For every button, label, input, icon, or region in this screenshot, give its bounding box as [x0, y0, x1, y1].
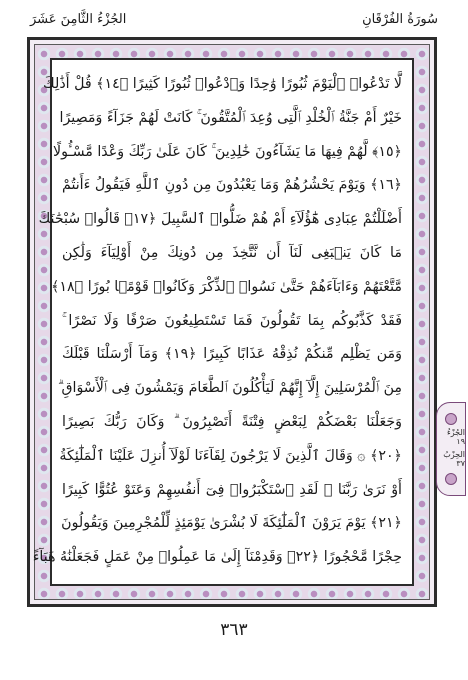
surah-title: سُورَةُ الفُرْقَانِ [362, 12, 438, 27]
text-line: وَجَعَلْنَا بَعْضَكُمْ لِبَعْضٍ فِتْنَةً أَتَصْبِرُونَ ۗ وَكَانَ رَبُّكَ بَصِيرًا [62, 413, 402, 430]
text-line: وَمَن يَظْلِم مِّنكُمْ نُذِقْهُ عَذَابًا كَبِيرًا ﴿١٩﴾ وَمَآ أَرْسَلْنَا قَبْلَكَ [62, 346, 402, 363]
text-line: ﴿١٦﴾ وَيَوْمَ يَحْشُرُهُمْ وَمَا يَعْبُدُونَ مِن دُونِ ٱللَّهِ فَيَقُولُ ءَأَنتُمْ [62, 177, 402, 194]
flower-icon [445, 413, 457, 425]
text-line: حِجْرًا مَّحْجُورًا ﴿٢٢﴾ وَقَدِمْنَآ إِلَىٰ مَا عَمِلُوا۟ مِنْ عَمَلٍ فَجَعَلْنَٰهُ هَبَآءً [32, 549, 402, 566]
hizb-marker [436, 402, 466, 496]
text-line: خَيْرٌ أَمْ جَنَّةُ ٱلْخُلْدِ ٱلَّتِى وُعِدَ ٱلْمُتَّقُونَ ۚ كَانَتْ لَهُمْ جَزَآءً وَمَصِيرًا [59, 109, 402, 126]
page-header [30, 12, 438, 34]
text-line: فَقَدْ كَذَّبُوكُم بِمَا تَقُولُونَ فَمَا تَسْتَطِيعُونَ صَرْفًا وَلَا نَصْرًا ۚ [62, 312, 402, 329]
marker-hizb: الحِزْبُ ٣٧ [443, 450, 465, 468]
text-line: مِنَ ٱلْمُرْسَلِينَ إِلَّآ إِنَّهُمْ لَيَأْكُلُونَ ٱلطَّعَامَ وَيَمْشُونَ فِى ٱلْأَسْوَاقِ ۗ [57, 380, 402, 397]
marker-juz: الجُزْءُ ١٩ [447, 428, 465, 447]
text-line: ﴿٢٠﴾ ۞ وَقَالَ ٱلَّذِينَ لَا يَرْجُونَ لِقَآءَنَا لَوْلَآ أُنزِلَ عَلَيْنَا ٱلْمَلَٰٓئِكَةُ [59, 447, 402, 464]
juz-title: الجُزْءُ الثَّامِنَ عَشَرَ [30, 12, 127, 27]
text-line: لَّا تَدْعُوا۟ ٱلْيَوْمَ ثُبُورًا وَٰحِدًا وَٱدْعُوا۟ ثُبُورًا كَثِيرًا ﴿١٤﴾ قُلْ أَذَٰلِكَ [43, 76, 402, 92]
text-line: ﴿١٥﴾ لَّهُمْ فِيهَا مَا يَشَآءُونَ خَٰلِدِينَ ۚ كَانَ عَلَىٰ رَبِّكَ وَعْدًا مَّسْـُٔولًا [53, 143, 402, 160]
page-number: ٣٦٣ [220, 620, 248, 640]
text-line: أَوْ نَرَىٰ رَبَّنَا ۗ لَقَدِ ٱسْتَكْبَرُوا۟ فِىٓ أَنفُسِهِمْ وَعَتَوْ عُتُوًّا كَبِيرًا [62, 481, 402, 498]
text-line: ﴿٢١﴾ يَوْمَ يَرَوْنَ ٱلْمَلَٰٓئِكَةَ لَا بُشْرَىٰ يَوْمَئِذٍ لِّلْمُجْرِمِينَ وَيَقُولُونَ [61, 515, 402, 532]
text-line: مَا كَانَ يَنۢبَغِى لَنَآ أَن نَّتَّخِذَ مِن دُونِكَ مِنْ أَوْلِيَآءَ وَلَٰكِن [62, 244, 402, 261]
flower-icon [445, 473, 457, 485]
text-line: أَضْلَلْتُمْ عِبَادِى هَٰٓؤُلَآءِ أَمْ هُمْ ضَلُّوا۟ ٱلسَّبِيلَ ﴿١٧﴾ قَالُوا۟ سُبْحَٰنَكَ [38, 211, 402, 228]
text-line: مَّتَّعْتَهُمْ وَءَابَآءَهُمْ حَتَّىٰ نَسُوا۟ ٱلذِّكْرَ وَكَانُوا۟ قَوْمًۢا بُورًا ﴿١٨﴾ [51, 278, 402, 295]
quran-text-panel [32, 58, 414, 586]
